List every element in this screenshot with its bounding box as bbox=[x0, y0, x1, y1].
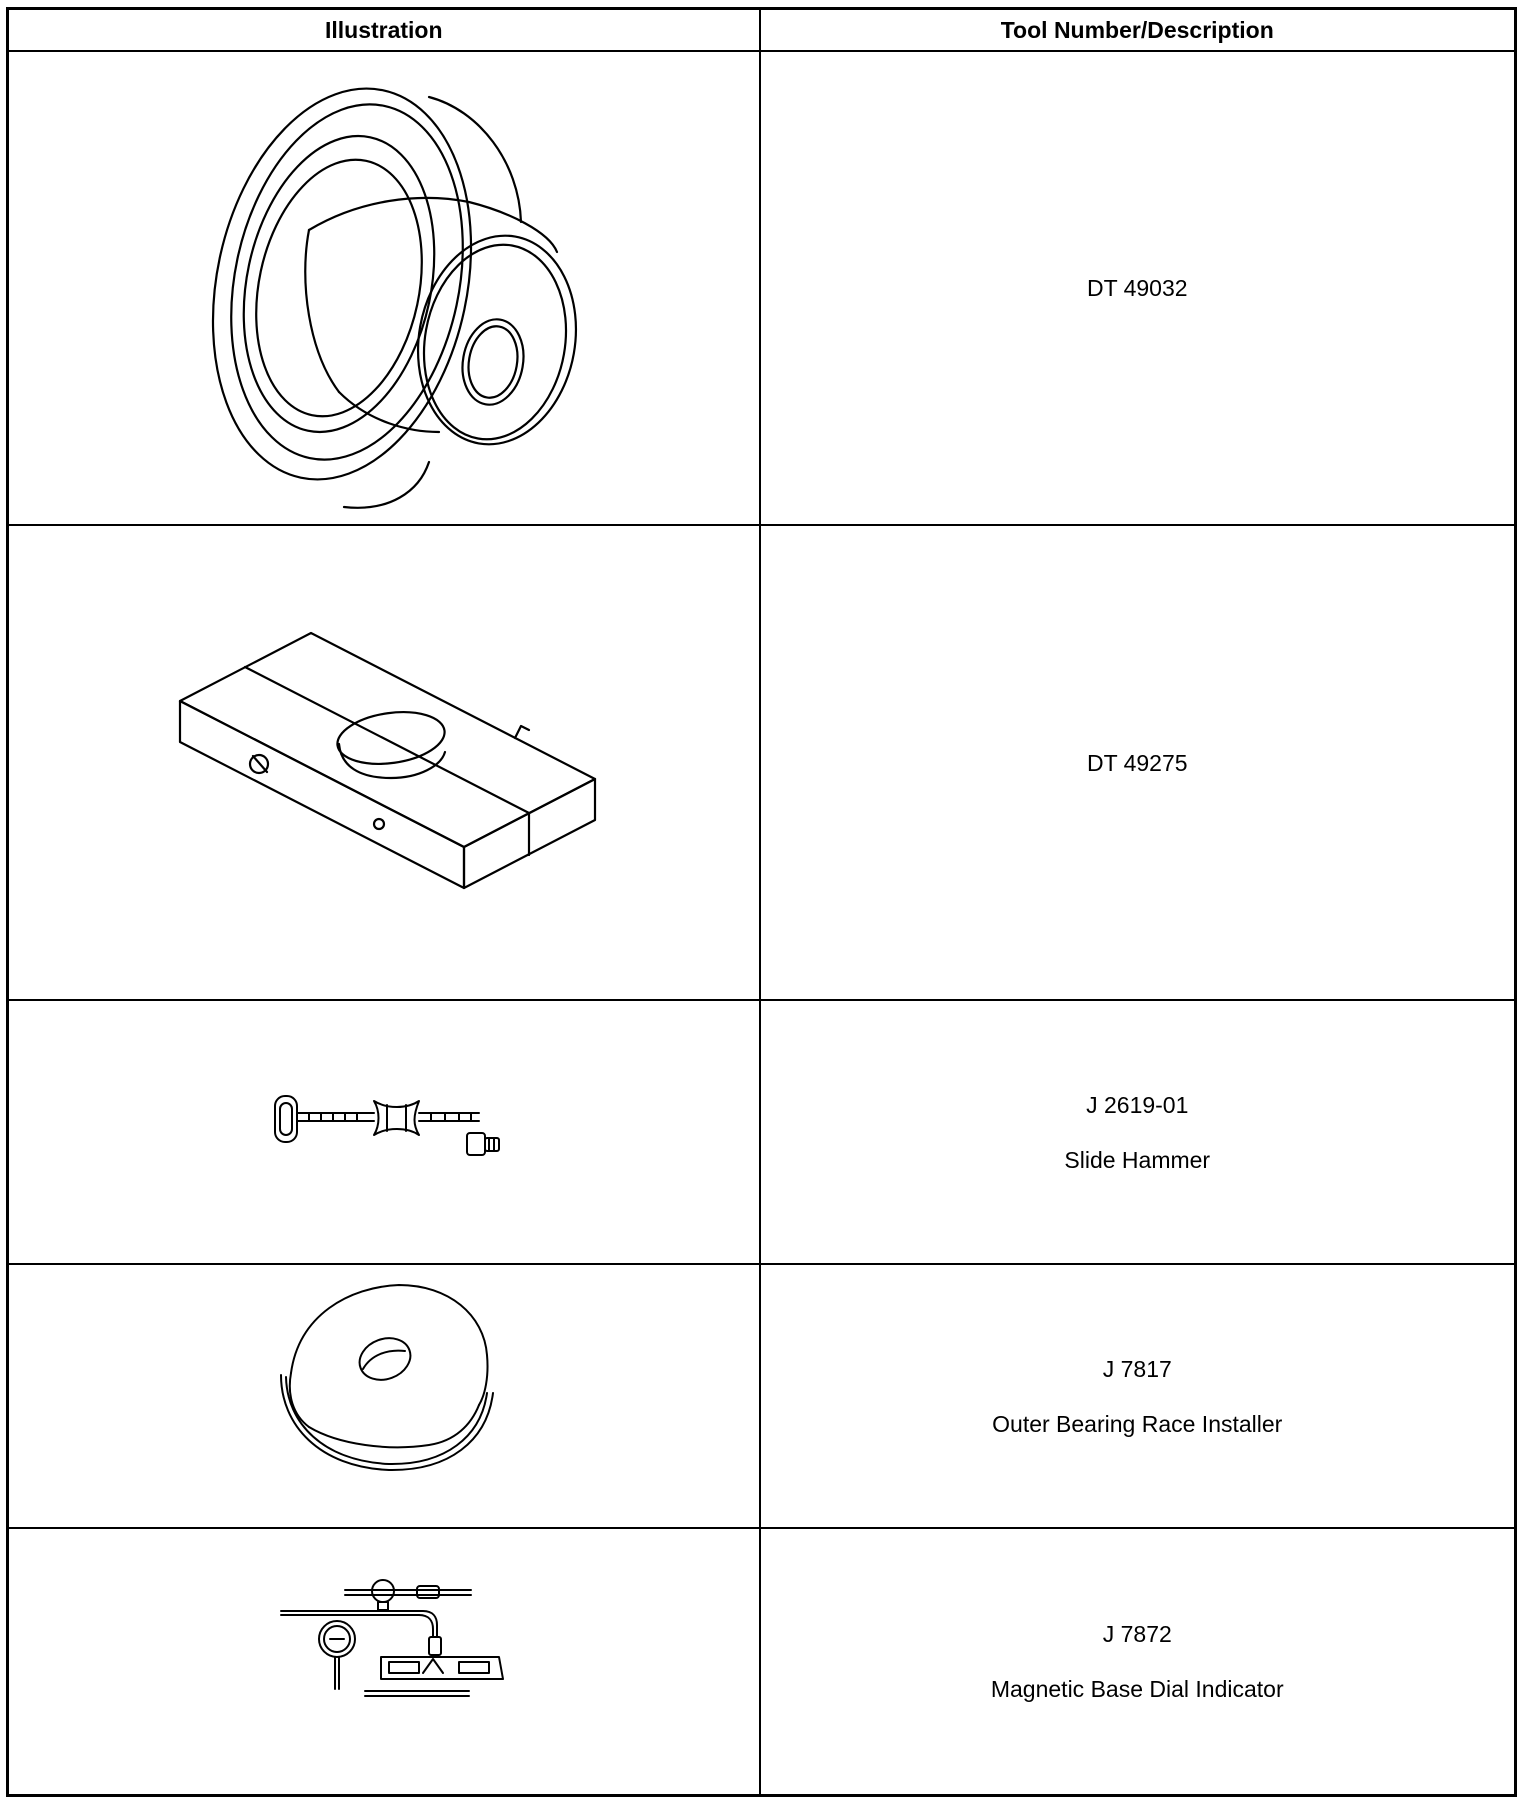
table-header-row bbox=[8, 9, 1516, 52]
tool-number: DT 49032 bbox=[1086, 275, 1188, 301]
tool-number: J 7817 bbox=[1102, 1355, 1172, 1382]
tool-description-cell bbox=[760, 1528, 1516, 1796]
tool-description-cell bbox=[760, 1264, 1516, 1528]
tool-number: DT 49275 bbox=[1086, 749, 1188, 776]
tool-description-cell bbox=[760, 51, 1516, 525]
table-row bbox=[8, 1528, 1516, 1796]
tool-number: J 7872 bbox=[1102, 1621, 1172, 1647]
table-row bbox=[8, 1000, 1516, 1264]
illustration-cell bbox=[8, 51, 760, 525]
description-column-header: Tool Number/Description bbox=[760, 9, 1516, 52]
tool-description: Slide Hammer bbox=[1064, 1146, 1211, 1173]
slide-hammer-illustration bbox=[9, 1001, 761, 1263]
split-plate-fixture-illustration bbox=[9, 526, 761, 999]
illustration-column-header: Illustration bbox=[8, 9, 760, 52]
dial-indicator-illustration bbox=[9, 1529, 761, 1794]
illustration-cell bbox=[8, 1528, 760, 1796]
illustration-cell bbox=[8, 525, 760, 1000]
illustration-cell bbox=[8, 1264, 760, 1528]
table-row bbox=[8, 525, 1516, 1000]
tool-description-cell bbox=[760, 525, 1516, 1000]
tool-number: J 2619-01 bbox=[1086, 1091, 1189, 1118]
illustration-cell bbox=[8, 1000, 760, 1264]
table-row bbox=[8, 1264, 1516, 1528]
race-installer-illustration bbox=[9, 1265, 761, 1527]
bearing-installer-illustration bbox=[9, 52, 761, 524]
tool-description: Magnetic Base Dial Indicator bbox=[990, 1676, 1284, 1702]
tool-description: Outer Bearing Race Installer bbox=[992, 1410, 1283, 1437]
tool-description-cell bbox=[760, 1000, 1516, 1264]
special-tools-table bbox=[6, 7, 1517, 1797]
table-row bbox=[8, 51, 1516, 525]
